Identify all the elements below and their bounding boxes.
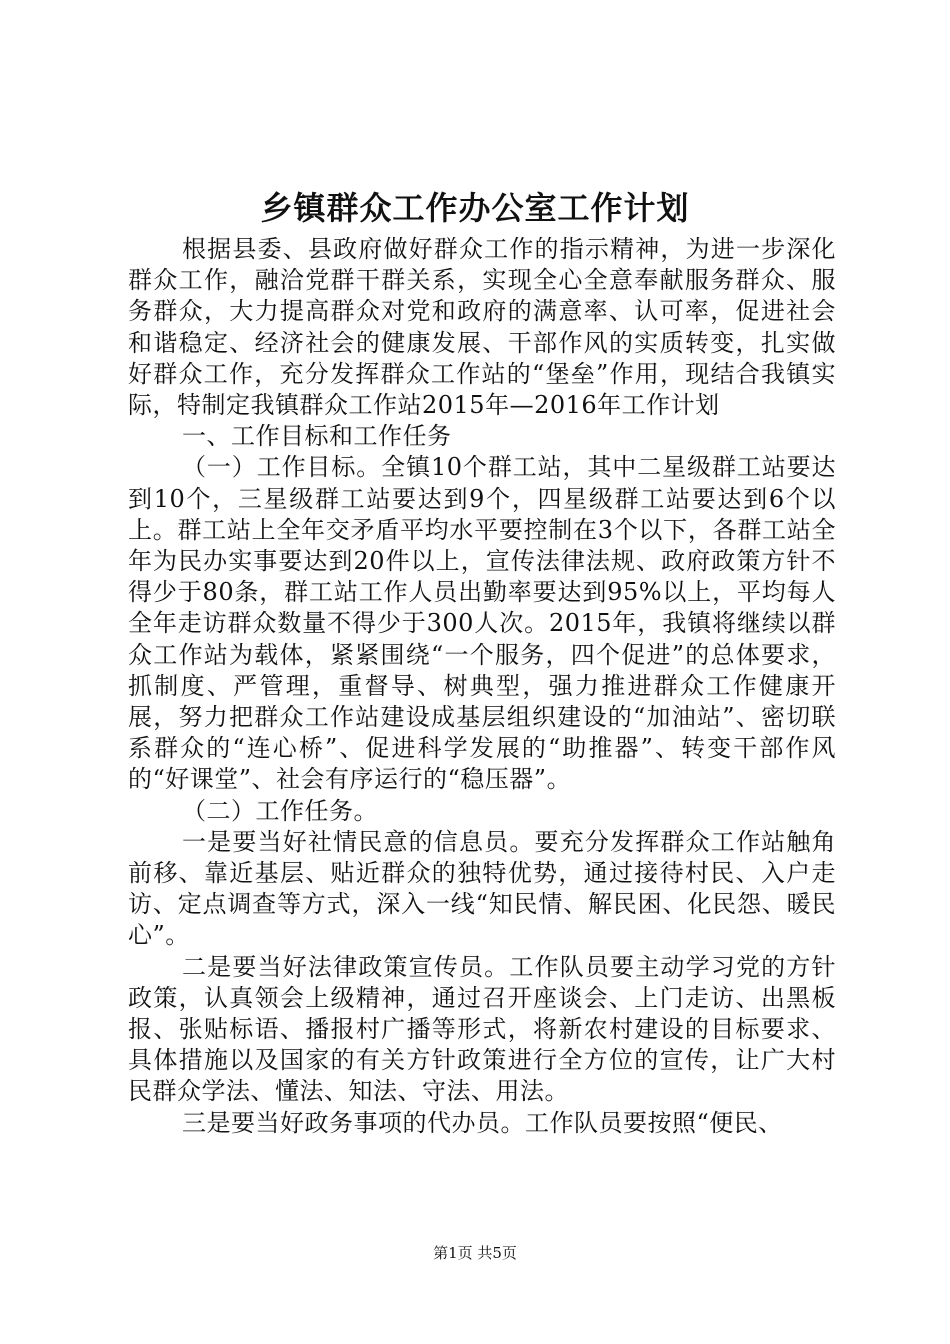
section-heading-goals-and-tasks: 一、工作目标和工作任务: [182, 422, 452, 451]
document-title: 乡镇群众工作办公室工作计划: [260, 189, 690, 227]
paragraph-work-goals: （一）工作目标。全镇10个群工站，其中二星级群工站要达到10个，三星级群工站要达到9个，四星级群工站要达到6个以上。群工站上全年交矛盾平均水平要控制在3个以下，各群工站全年为民办实事要达到20件以上，宣传法律法规、政府政策方针不得少于80条，群工站工作人员出勤率要达到95%以上，平均每人全年走访群众数量不得少于300人次。2015年，我镇将继续以群众工作站为载体，紧紧围绕“一个服务，四个促进”的总体要求，抓制度、严管理，重督导、树典型，强力推进群众工作健康开展，努力把群众工作站建设成基层组织建设的“加油站”、密切联系群众的“连心桥”、促进科学发展的“助推器”、转变干部作风的“好课堂”、社会有序运行的“稳压器”。: [128, 453, 836, 794]
paragraph-intro: 根据县委、县政府做好群众工作的指示精神，为进一步深化群众工作，融洽党群干群关系，实现全心全意奉献服务群众、服务群众，大力提高群众对党和政府的满意率、认可率，促进社会和谐稳定、经济社会的健康发展、干部作风的实质转变，扎实做好群众工作，充分发挥群众工作站的“堡垒”作用，现结合我镇实际，特制定我镇群众工作站2015年—2016年工作计划: [128, 235, 836, 420]
paragraph-task-two: 二是要当好法律政策宣传员。工作队员要主动学习党的方针政策，认真领会上级精神，通过召开座谈会、上门走访、出黑板报、张贴标语、播报村广播等形式，将新农村建设的目标要求、具体措施以及国家的有关方针政策进行全方位的宣传，让广大村民群众学法、懂法、知法、守法、用法。: [128, 952, 836, 1106]
page-number-footer: 第1页 共5页: [433, 1244, 517, 1262]
document-body: [128, 234, 836, 1139]
paragraph-task-three: 三是要当好政务事项的代办员。工作队员要按照“便民、: [182, 1108, 783, 1137]
subheading-work-tasks: （二）工作任务。: [182, 796, 378, 825]
paragraph-task-one: 一是要当好社情民意的信息员。要充分发挥群众工作站触角前移、靠近基层、贴近群众的独特优势，通过接待村民、入户走访、定点调查等方式，深入一线“知民情、解民困、化民怨、暖民心”。: [128, 827, 836, 950]
